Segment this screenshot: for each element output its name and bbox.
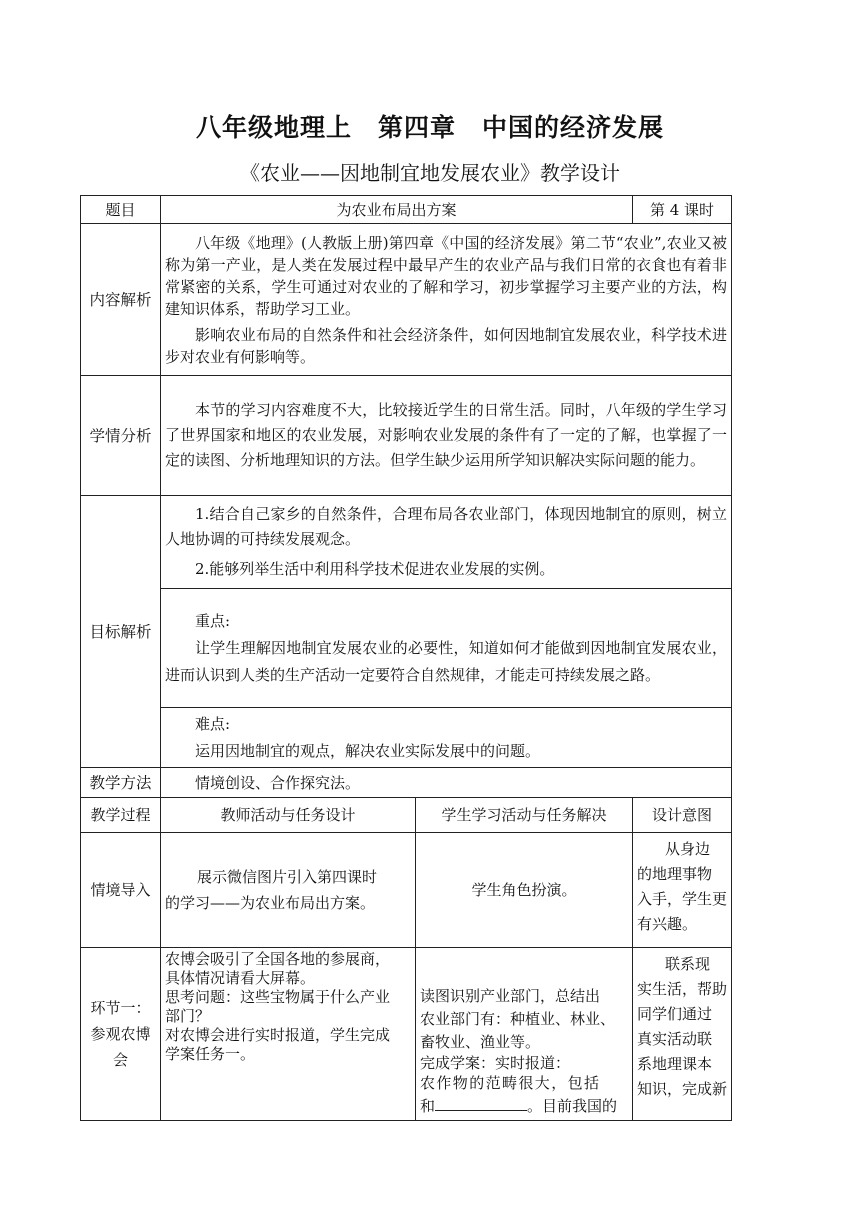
- step-one-intent-line: 同学们通过: [637, 1005, 713, 1023]
- fill-in-blank: [435, 1096, 527, 1111]
- step-one-intent-line: 系地理课本: [637, 1055, 713, 1073]
- intro-intent-line: 入手，学生更: [637, 890, 728, 908]
- step-one-intent-line: 实生活，帮助: [637, 980, 728, 998]
- document-title: 八年级地理上 第四章 中国的经济发展: [195, 113, 664, 142]
- step-one-label-line: 环节一：: [90, 999, 151, 1017]
- step-one-teacher-line: 思考问题：这些宝物属于什么产业: [165, 988, 391, 1006]
- intro-intent-line: 从身边: [665, 840, 711, 858]
- key-point-text: 让学生理解因地制宜发展农业的必要性，知道如何才能做到因地制宜发展农业，进而认识到人类的生产活动一定要符合自然规律，才能走可持续发展之路。: [165, 638, 728, 684]
- content-analysis-row: [81, 224, 732, 376]
- lesson-number: 第 4 课时: [633, 196, 732, 224]
- content-analysis-label: 内容解析: [81, 224, 161, 376]
- intro-student-text: 学生角色扮演。: [471, 881, 577, 899]
- step-one-student-line: 农业部门有：种植业、林业、: [420, 1010, 616, 1028]
- topic-row: [81, 196, 732, 224]
- step-one-student-cell: [416, 948, 633, 1121]
- learner-analysis-cell: [161, 376, 732, 496]
- step-one-blank-suffix: 。目前我国的: [527, 1097, 618, 1115]
- intro-teacher-line-2: 的学习——为农业布局出方案。: [165, 894, 376, 912]
- intro-teacher-cell: [161, 833, 416, 948]
- step-one-row: [81, 948, 732, 1121]
- key-point-label: 重点:: [195, 611, 231, 630]
- process-col-student: 学生学习活动与任务解决: [416, 798, 633, 833]
- step-one-intent-line: 真实活动联: [637, 1030, 713, 1048]
- process-col-teacher: 教师活动与任务设计: [161, 798, 416, 833]
- step-one-teacher-line: 部门？: [165, 1007, 211, 1025]
- intro-student-cell: [416, 833, 633, 948]
- topic-value: 为农业布局出方案: [161, 196, 633, 224]
- lesson-plan-table: [80, 195, 732, 1121]
- step-one-intent-cell: [633, 948, 732, 1121]
- step-one-intent-line: 联系现: [665, 955, 711, 973]
- intro-teacher-line-1: 展示微信图片引入第四课时: [197, 868, 378, 886]
- learner-paragraph: 本节的学习内容难度不大，比较接近学生的日常生活。同时，八年级的学生学习了世界国家和地区的农业发展，对影响农业发展的条件有了一定的了解，也掌握了一定的读图、分析地理知识的方法。但学生缺少运用所学知识解决实际问题的能力。: [165, 401, 728, 469]
- topic-label: 题目: [81, 196, 161, 224]
- step-one-teacher-line: 农博会吸引了全国各地的参展商，: [165, 950, 391, 968]
- intro-row: [81, 833, 732, 948]
- step-one-student-line-blank: [420, 1095, 628, 1118]
- step-one-intent-line: 知识，完成新: [637, 1080, 728, 1098]
- key-point-row: [81, 589, 732, 708]
- method-row: [81, 768, 732, 798]
- difficulty-row: [81, 708, 732, 768]
- step-one-teacher-line: 对农博会进行实时报道，学生完成: [165, 1026, 391, 1044]
- key-point-cell: [161, 589, 732, 708]
- intro-intent-line: 有兴趣。: [637, 915, 698, 933]
- difficulty-label: 难点:: [195, 714, 231, 733]
- intro-intent-cell: [633, 833, 732, 948]
- step-one-student-line: 农作物的范畴很大，包括: [420, 1074, 601, 1092]
- document-subtitle: 《农业——因地制宜地发展农业》教学设计: [240, 161, 620, 185]
- goals-row: [81, 496, 732, 589]
- process-col-intent: 设计意图: [633, 798, 732, 833]
- method-label: 教学方法: [81, 768, 161, 798]
- goals-cell: [161, 496, 732, 589]
- method-cell: [161, 768, 732, 798]
- process-col-stage: 教学过程: [81, 798, 161, 833]
- step-one-label-cell: [81, 948, 161, 1121]
- difficulty-cell: [161, 708, 732, 768]
- step-one-label-line: 会: [112, 1051, 128, 1069]
- step-one-student-line: 畜牧业、渔业等。: [420, 1033, 541, 1051]
- intro-intent-line: 的地理事物: [637, 865, 713, 883]
- step-one-teacher-line: 学案任务一。: [165, 1045, 256, 1063]
- step-one-student-line: 完成学案：实时报道：: [420, 1054, 571, 1072]
- content-analysis-cell: [161, 224, 732, 376]
- goal-1: 1.结合自己家乡的自然条件，合理布局各农业部门，体现因地制宜的原则，树立人地协调的可持续发展观念。: [165, 505, 728, 548]
- goal-2: 2.能够列举生活中利用科学技术促进农业发展的实例。: [195, 560, 555, 578]
- method-text: 情境创设、合作探究法。: [195, 773, 361, 792]
- step-one-student-line: 读图识别产业部门，总结出: [420, 987, 601, 1005]
- step-one-blank-prefix: 和: [420, 1097, 436, 1115]
- goals-label: 目标解析: [81, 496, 161, 768]
- difficulty-text: 运用因地制宜的观点，解决农业实际发展中的问题。: [195, 741, 541, 760]
- learner-analysis-label: 学情分析: [81, 376, 161, 496]
- content-paragraph-1: 八年级《地理》(人教版上册)第四章《中国的经济发展》第二节“农业”,农业又被称为第一产业，是人类在发展过程中最早产生的农业产品与我们日常的衣食也有着非常紧密的关系，学生可通过对农业的了解和学习，初步掌握学习主要产业的方法，构建知识体系，帮助学习工业。: [165, 233, 728, 318]
- intro-label: 情境导入: [81, 833, 161, 948]
- learner-analysis-row: [81, 376, 732, 496]
- process-header-row: [81, 798, 732, 833]
- step-one-teacher-cell: [161, 948, 416, 1121]
- content-paragraph-2: 影响农业布局的自然条件和社会经济条件，如何因地制宜发展农业，科学技术进步对农业有何影响等。: [165, 325, 728, 366]
- step-one-label-line: 参观农博: [90, 1025, 151, 1043]
- step-one-teacher-line: 具体情况请看大屏幕。: [165, 969, 316, 987]
